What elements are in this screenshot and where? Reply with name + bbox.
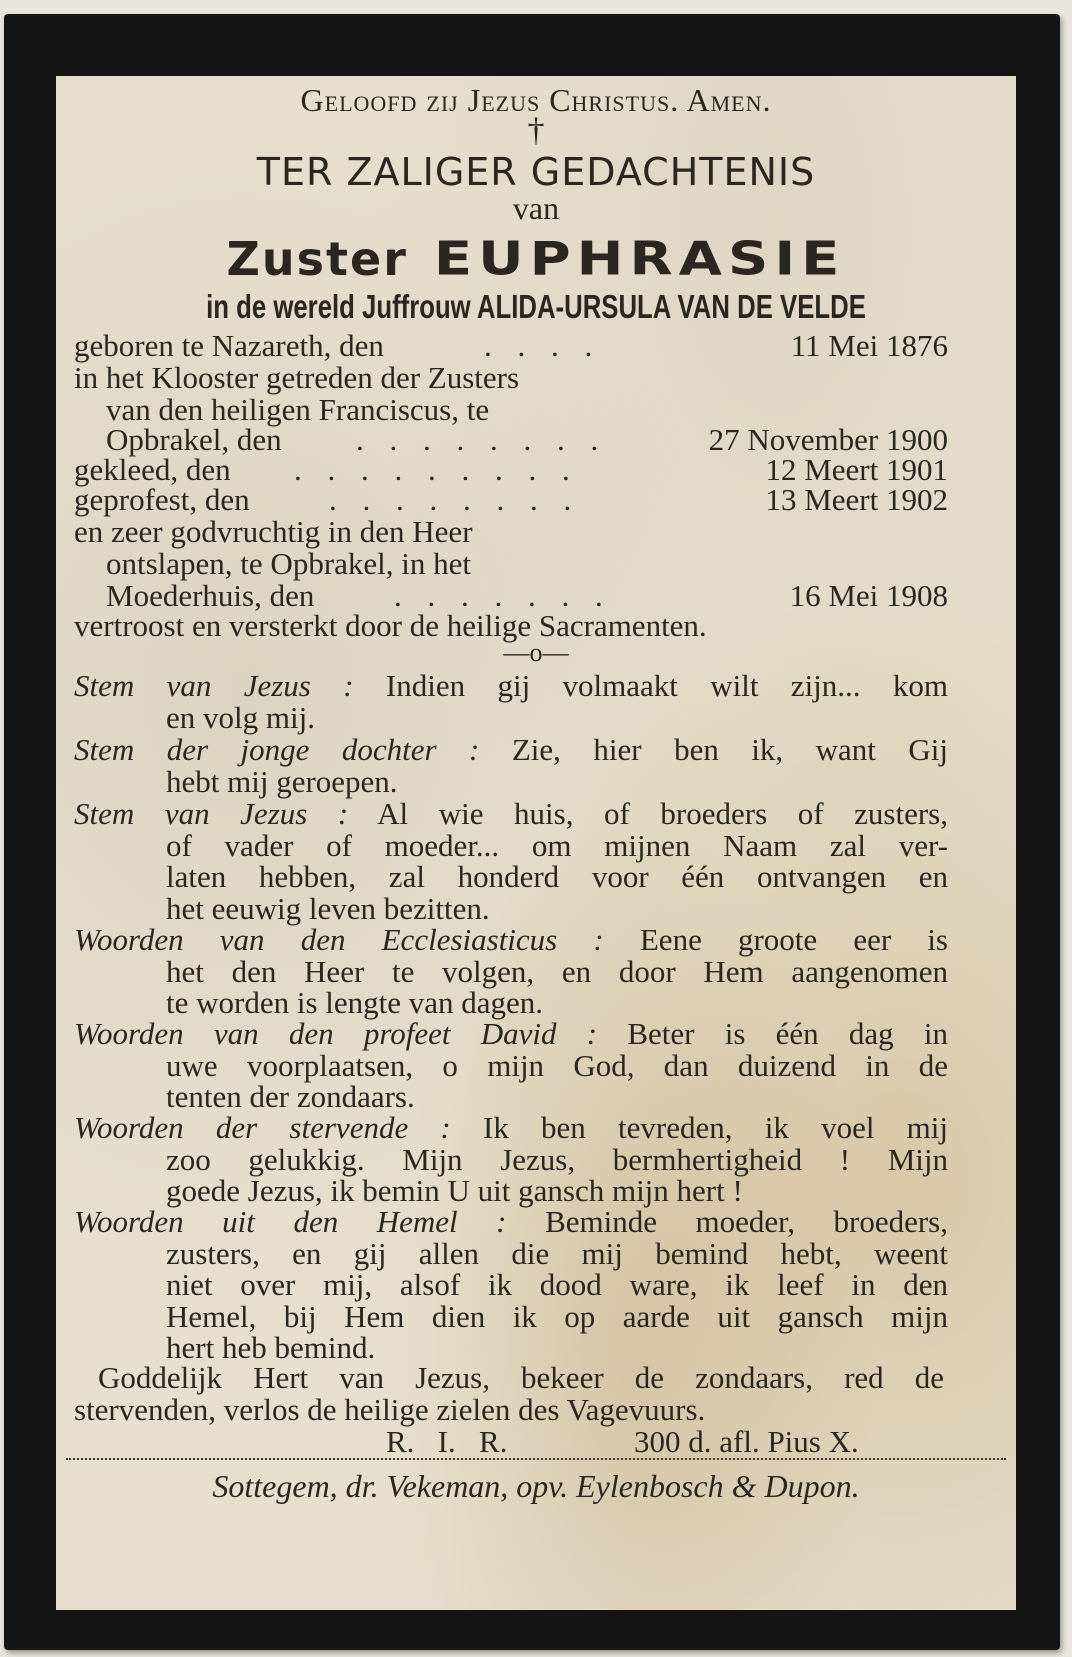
header-invocation: Geloofd zij Jezus Christus. Amen. — [300, 82, 772, 118]
printer-imprint: Sottegem, dr. Vekeman, opv. Eylenbosch & Dupon. — [212, 1468, 860, 1504]
voice-jezus-1: Stem van Jezus : Indien gij volmaakt wilt zijn... kom en volg mij. — [74, 668, 949, 735]
voice-jezus-2: Stem van Jezus : Al wie huis, of broeders of zusters, of vader of moeder... om mijnen Naam zal ver- laten hebben, zal honderd voor één ontvangen en het eeuwig leven bezitten. — [74, 796, 948, 926]
voice-daughter: Stem der jonge dochter : Zie, hier ben ik, want Gij hebt mij geroepen. — [74, 732, 949, 799]
memorial-heading: TER ZALIGER GEDACHTENIS — [256, 150, 816, 194]
date-row-passed: ontslapen, te Opbrakel, in het — [106, 546, 472, 581]
heading-van: van — [512, 190, 560, 226]
religious-name: EUPHRASIE — [433, 232, 846, 286]
divider-ornament: —o— — [503, 638, 569, 667]
prayer-line-1: Goddelijk Hert van Jezus, bekeer de zondaars, red de — [98, 1360, 944, 1395]
indulgence-note: 300 d. afl. Pius X. — [634, 1424, 859, 1459]
date-row-entered: in het Klooster getreden der Zusters — [74, 360, 520, 395]
date-row-clothed: gekleed, den . . . . . . . . . 12 Meert 1901 — [74, 452, 948, 487]
prayer-line-2: stervenden, verlos de heilige zielen des Vagevuurs. — [74, 1392, 706, 1427]
card-paper — [56, 76, 1016, 1610]
date-row-order: van den heiligen Franciscus, te — [106, 392, 490, 427]
rir-mark: R. I. R. — [386, 1424, 508, 1459]
footer-divider — [66, 1458, 1006, 1460]
worldly-name: in de wereld Juffrouw ALIDA-URSULA VAN DE VELDE — [206, 288, 866, 325]
date-row-opbrakel: Opbrakel, den . . . . . . . . 27 November 1900 — [106, 422, 948, 457]
deceased-name — [56, 222, 1016, 286]
voice-dying: Woorden der stervende : Ik ben tevreden, ik voel mij zoo gelukkig. Mijn Jezus, bermhertigheid ! Mijn goede Jezus, ik bemin U uit gansch mijn hert ! — [74, 1110, 949, 1208]
date-row-born: geboren te Nazareth, den . . . . 11 Mei 1876 — [74, 328, 948, 363]
date-row-pious: en zeer godvruchtig in den Heer — [74, 514, 473, 549]
cross-icon: † — [527, 112, 545, 149]
voice-david: Woorden van den profeet David : Beter is één dag in uwe voorplaatsen, o mijn God, dan duizend in de tenten der zondaars. — [74, 1016, 949, 1114]
voice-ecclesiasticus: Woorden van den Ecclesiasticus : Eene groote eer is het den Heer te volgen, en door Hem aangenomen te worden is lengte van dagen. — [74, 922, 949, 1020]
date-row-professed: geprofest, den . . . . . . . . 13 Meert 1902 — [74, 482, 948, 517]
memorial-card — [4, 14, 1060, 1650]
date-row-sacraments: vertroost en versterkt door de heilige Sacramenten. — [74, 608, 707, 643]
title-zuster: Zuster — [226, 232, 408, 286]
voice-heaven: Woorden uit den Hemel : Beminde moeder, broeders, zusters, en gij allen die mij bemind hebt, weent niet over mij, alsof ik dood ware, ik leef in den Hemel, bij Hem dien ik op aarde uit gansch mijn hert heb bemind. — [74, 1204, 948, 1365]
date-row-motherhouse: Moederhuis, den . . . . . . . 16 Mei 1908 — [106, 578, 948, 613]
